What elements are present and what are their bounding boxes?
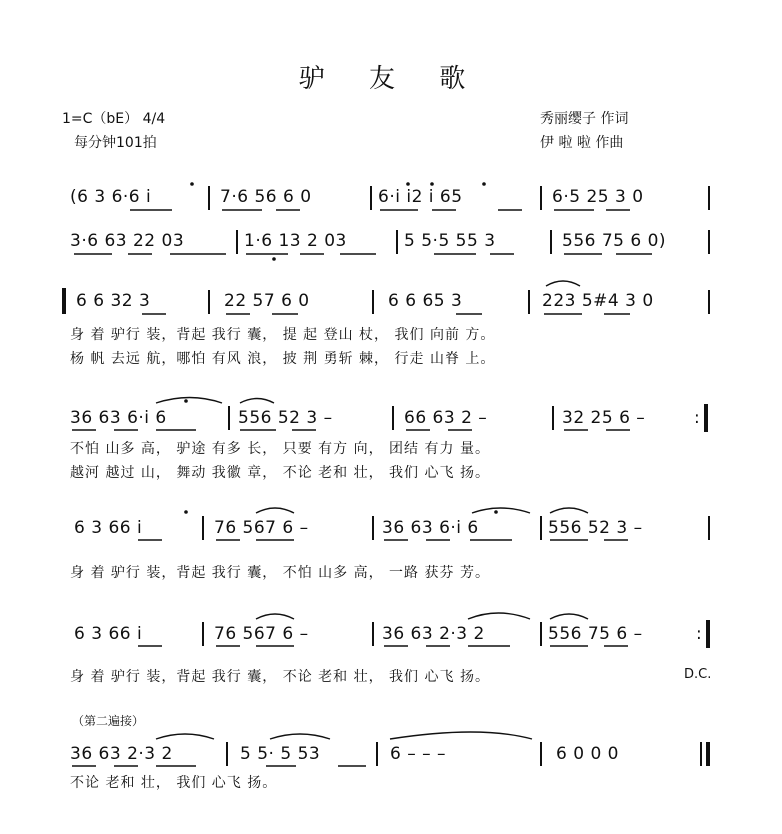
lyrics-verse1: 不怕 山多 高， 驴途 有多 长， 只要 有方 向， 团结 有力 量。 (70, 441, 490, 457)
repeat-dots: : (696, 624, 703, 644)
measure: 36 63 2·3 2 (382, 624, 485, 644)
barline (708, 516, 710, 540)
measure: 32 25 6 – (562, 408, 646, 428)
measure: 6 – – – (390, 744, 447, 764)
measure: 6·i i2 i 65 (378, 187, 463, 207)
measure: 556 75 6 – (548, 624, 643, 644)
measure: 6 3 66 i (74, 624, 143, 644)
measure: 3·6 63 22 03 (70, 231, 185, 251)
measure: (6 3 6·6 i (70, 187, 152, 207)
measure: 6 3 66 i (74, 518, 143, 538)
barline (228, 406, 230, 430)
measure: 22 57 6 0 (224, 291, 310, 311)
lyrics: 身 着 驴行 装，背起 我行 囊， 不论 老和 壮， 我们 心飞 扬。 (70, 669, 490, 685)
measure: 223 5#4 3 0 (542, 291, 654, 311)
barline (202, 622, 204, 646)
barline (708, 186, 710, 210)
barline (552, 406, 554, 430)
barline (528, 290, 530, 314)
lyrics-verse1: 身 着 驴行 装，背起 我行 囊， 提 起 登山 杖， 我们 向前 方。 (70, 327, 496, 343)
repeat-dots: : (694, 408, 701, 428)
composer-credit: 伊 啦 啦 作曲 (540, 135, 624, 151)
barline (550, 230, 552, 254)
lyrics: 不论 老和 壮， 我们 心飞 扬。 (70, 775, 278, 791)
tempo-marking: 每分钟101拍 (74, 135, 157, 151)
barline (208, 186, 210, 210)
barline (236, 230, 238, 254)
measure: 36 63 2·3 2 (70, 744, 173, 764)
barline (226, 742, 228, 766)
barline (372, 622, 374, 646)
measure: 556 52 3 – (548, 518, 643, 538)
measure: 36 63 6·i 6 (382, 518, 479, 538)
barline (202, 516, 204, 540)
lyrics-verse2: 杨 帆 去远 航，哪怕 有风 浪， 披 荆 勇斩 棘， 行走 山脊 上。 (70, 351, 496, 367)
measure: 7·6 56 6 0 (220, 187, 312, 207)
final-barline-thick (706, 742, 710, 766)
measure: 6 6 65 3 (388, 291, 463, 311)
lyrics: 身 着 驴行 装，背起 我行 囊， 不怕 山多 高， 一路 获芬 芳。 (70, 565, 490, 581)
measure: 556 52 3 – (238, 408, 333, 428)
second-ending-label: （第二遍接） (72, 714, 145, 728)
repeat-end-barline (704, 404, 708, 432)
repeat-end-barline (706, 620, 710, 648)
barline (208, 290, 210, 314)
barline (540, 186, 542, 210)
barline (392, 406, 394, 430)
barline (372, 516, 374, 540)
final-barline-thin (700, 742, 702, 766)
measure: 66 63 2 – (404, 408, 488, 428)
measure: 36 63 6·i 6 (70, 408, 167, 428)
measure: 76 567 6 – (214, 624, 309, 644)
barline (540, 622, 542, 646)
measure: 5 5·5 55 3 (404, 231, 496, 251)
barline (396, 230, 398, 254)
song-title: 驴 友 歌 (298, 64, 484, 94)
key-signature: 1=C（bE） 4/4 (62, 111, 166, 127)
lyricist-credit: 秀丽缨子 作词 (540, 111, 629, 127)
dc-marking: D.C. (684, 667, 712, 682)
repeat-start-barline (62, 288, 66, 314)
barline (376, 742, 378, 766)
barline (708, 290, 710, 314)
barline (370, 186, 372, 210)
measure: 76 567 6 – (214, 518, 309, 538)
barline (708, 230, 710, 254)
lyrics-verse2: 越河 越过 山， 舞动 我徽 章， 不论 老和 壮， 我们 心飞 扬。 (70, 465, 490, 481)
measure: 1·6 13 2 03 (244, 231, 347, 251)
measure: 6 0 0 0 (556, 744, 619, 764)
measure: 5 5· 5 53 (240, 744, 321, 764)
barline (372, 290, 374, 314)
measure: 6·5 25 3 0 (552, 187, 644, 207)
measure: 6 6 32 3 (76, 291, 151, 311)
barline (540, 742, 542, 766)
measure: 556 75 6 0) (562, 231, 667, 251)
barline (540, 516, 542, 540)
